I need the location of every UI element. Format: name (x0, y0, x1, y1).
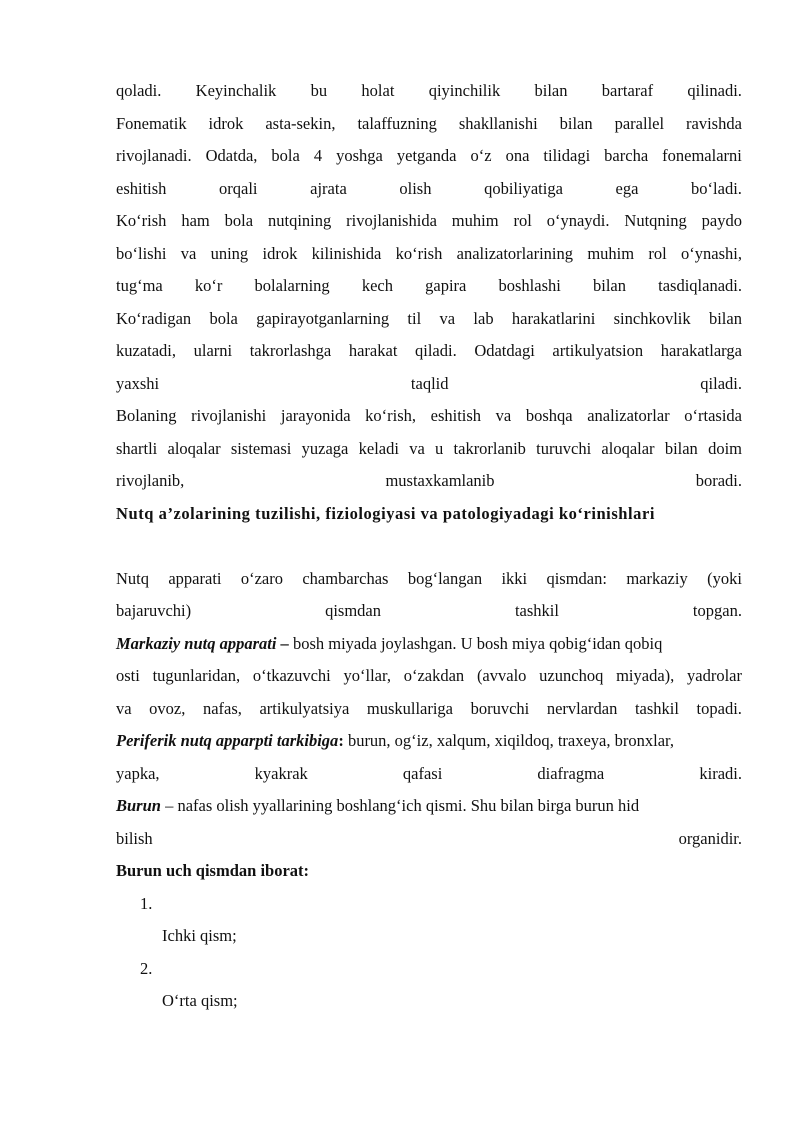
central-apparatus-text: bosh miyada joylashgan. U bosh miya qobig‘idan qobiq (288, 633, 663, 653)
blank-line (116, 530, 742, 563)
paragraph-line: rivojlanadi. Odatda, bola 4 yoshga yetganda o‘z ona tilidagi barcha fonemalarni (116, 146, 742, 165)
paragraph-line: rivojlanib, mustaxkamlanib boradi. (116, 471, 742, 490)
nose-line (116, 790, 742, 823)
list-number: 1. (140, 893, 153, 913)
peripheral-apparatus-line (116, 725, 742, 758)
nose-term: Burun (116, 796, 161, 815)
paragraph-line: Bolaning rivojlanishi jarayonida ko‘rish, eshitish va boshqa analizatorlar o‘rtasida (116, 406, 742, 425)
paragraph-line: shartli aloqalar sistemasi yuzaga keladi va u takrorlanib turuvchi aloqalar bilan doim (116, 438, 742, 458)
document-page (116, 75, 742, 1018)
peripheral-colon: : (338, 731, 344, 750)
paragraph-line: tug‘ma ko‘r bolalarning kech gapira boshlashi bilan tasdiqlanadi. (116, 276, 742, 295)
paragraph-line: Fonematik idrok asta-sekin, talaffuzning shakllanishi bilan parallel ravishda (116, 113, 742, 133)
central-apparatus-line: osti tugunlaridan, o‘tkazuvchi yo‘llar, o‘zakdan (avvalo uzunchoq miyada), yadrolar (116, 666, 742, 685)
peripheral-apparatus-term: Periferik nutq apparpti tarkibiga (116, 731, 339, 750)
paragraph-2-line: bajaruvchi) qismdan tashkil topgan. (116, 601, 742, 620)
peripheral-apparatus-line: yapka, kyakrak qafasi diafragma kiradi. (116, 763, 742, 783)
paragraph-line: bo‘lishi va uning idrok kilinishida ko‘rish analizatorlarining muhim rol o‘ynashi, (116, 243, 742, 263)
central-apparatus-term: Markaziy nutq apparati – (116, 633, 289, 653)
paragraph-line: yaxshi taqlid qiladi. (116, 373, 742, 393)
paragraph-1 (116, 75, 742, 498)
peripheral-apparatus-text: burun, og‘iz, xalqum, xiqildoq, traxeya, bronxlar, (343, 731, 674, 750)
paragraph-line: qoladi. Keyinchalik bu holat qiyinchilik bilan bartaraf qilinadi. (116, 81, 742, 100)
list-item: Ichki qism; (162, 926, 237, 945)
nose-subheading: Burun uch qismdan iborat: (116, 861, 310, 880)
central-apparatus-line (116, 628, 742, 661)
list-item: O‘rta qism; (162, 991, 238, 1010)
list-number: 2. (140, 958, 153, 978)
nose-text: – nafas olish yyallarining boshlang‘ich qismi. Shu bilan birga burun hid (160, 796, 640, 815)
nose-line: bilish organidir. (116, 828, 742, 848)
paragraph-2-line: Nutq apparati o‘zaro chambarchas bog‘langan ikki qismdan: markaziy (yoki (116, 568, 742, 588)
paragraph-line: kuzatadi, ularni takrorlashga harakat qiladi. Odatdagi artikulyatsion harakatlarga (116, 341, 742, 360)
paragraph-line: Ko‘radigan bola gapirayotganlarning til va lab harakatlarini sinchkovlik bilan (116, 308, 742, 328)
section-heading: Nutq a’zolarining tuzilishi, fiziologiyasi va patologiyadagi ko‘rinishlari (116, 503, 655, 523)
paragraph-line: eshitish orqali ajrata olish qobiliyatiga ega bo‘ladi. (116, 178, 742, 198)
central-apparatus-line: va ovoz, nafas, artikulyatsiya muskullariga boruvchi nervlardan tashkil topadi. (116, 698, 742, 718)
paragraph-line: Ko‘rish ham bola nutqining rivojlanishida muhim rol o‘ynaydi. Nutqning paydo (116, 211, 742, 230)
